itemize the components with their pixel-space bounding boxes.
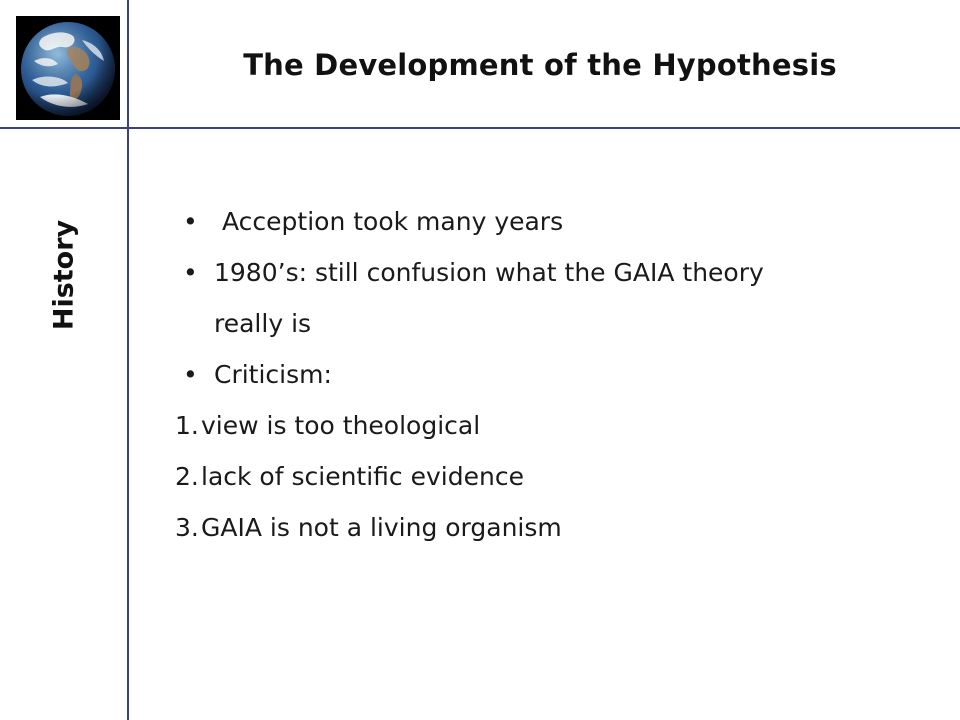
slide-title: The Development of the Hypothesis <box>243 48 837 82</box>
number-marker: 2. <box>175 462 199 491</box>
bullet-item <box>175 196 915 247</box>
numbered-text: GAIA is not a living organism <box>201 513 562 542</box>
bullet-marker: • <box>183 360 198 389</box>
number-marker: 1. <box>175 411 199 440</box>
bullet-marker: • <box>183 207 198 236</box>
bullet-marker: • <box>183 258 198 287</box>
bullet-item <box>175 349 915 400</box>
bullet-item <box>175 247 915 298</box>
number-marker: 3. <box>175 513 199 542</box>
earth-globe-icon <box>16 16 120 120</box>
section-label: History <box>48 219 80 331</box>
horizontal-divider <box>0 127 960 129</box>
numbered-item <box>175 451 915 502</box>
numbered-text: lack of scientific evidence <box>201 462 524 491</box>
bullet-continuation <box>175 298 915 349</box>
slide-content <box>175 196 915 553</box>
numbered-text: view is too theological <box>201 411 481 440</box>
numbered-item <box>175 400 915 451</box>
bullet-text: Acception took many years <box>222 207 564 236</box>
vertical-divider <box>127 0 129 720</box>
numbered-item <box>175 502 915 553</box>
earth-image <box>16 16 120 120</box>
bullet-text: 1980’s: still confusion what the GAIA theory <box>214 258 764 287</box>
bullet-text: Criticism: <box>214 360 332 389</box>
bullet-text: really is <box>214 309 312 338</box>
